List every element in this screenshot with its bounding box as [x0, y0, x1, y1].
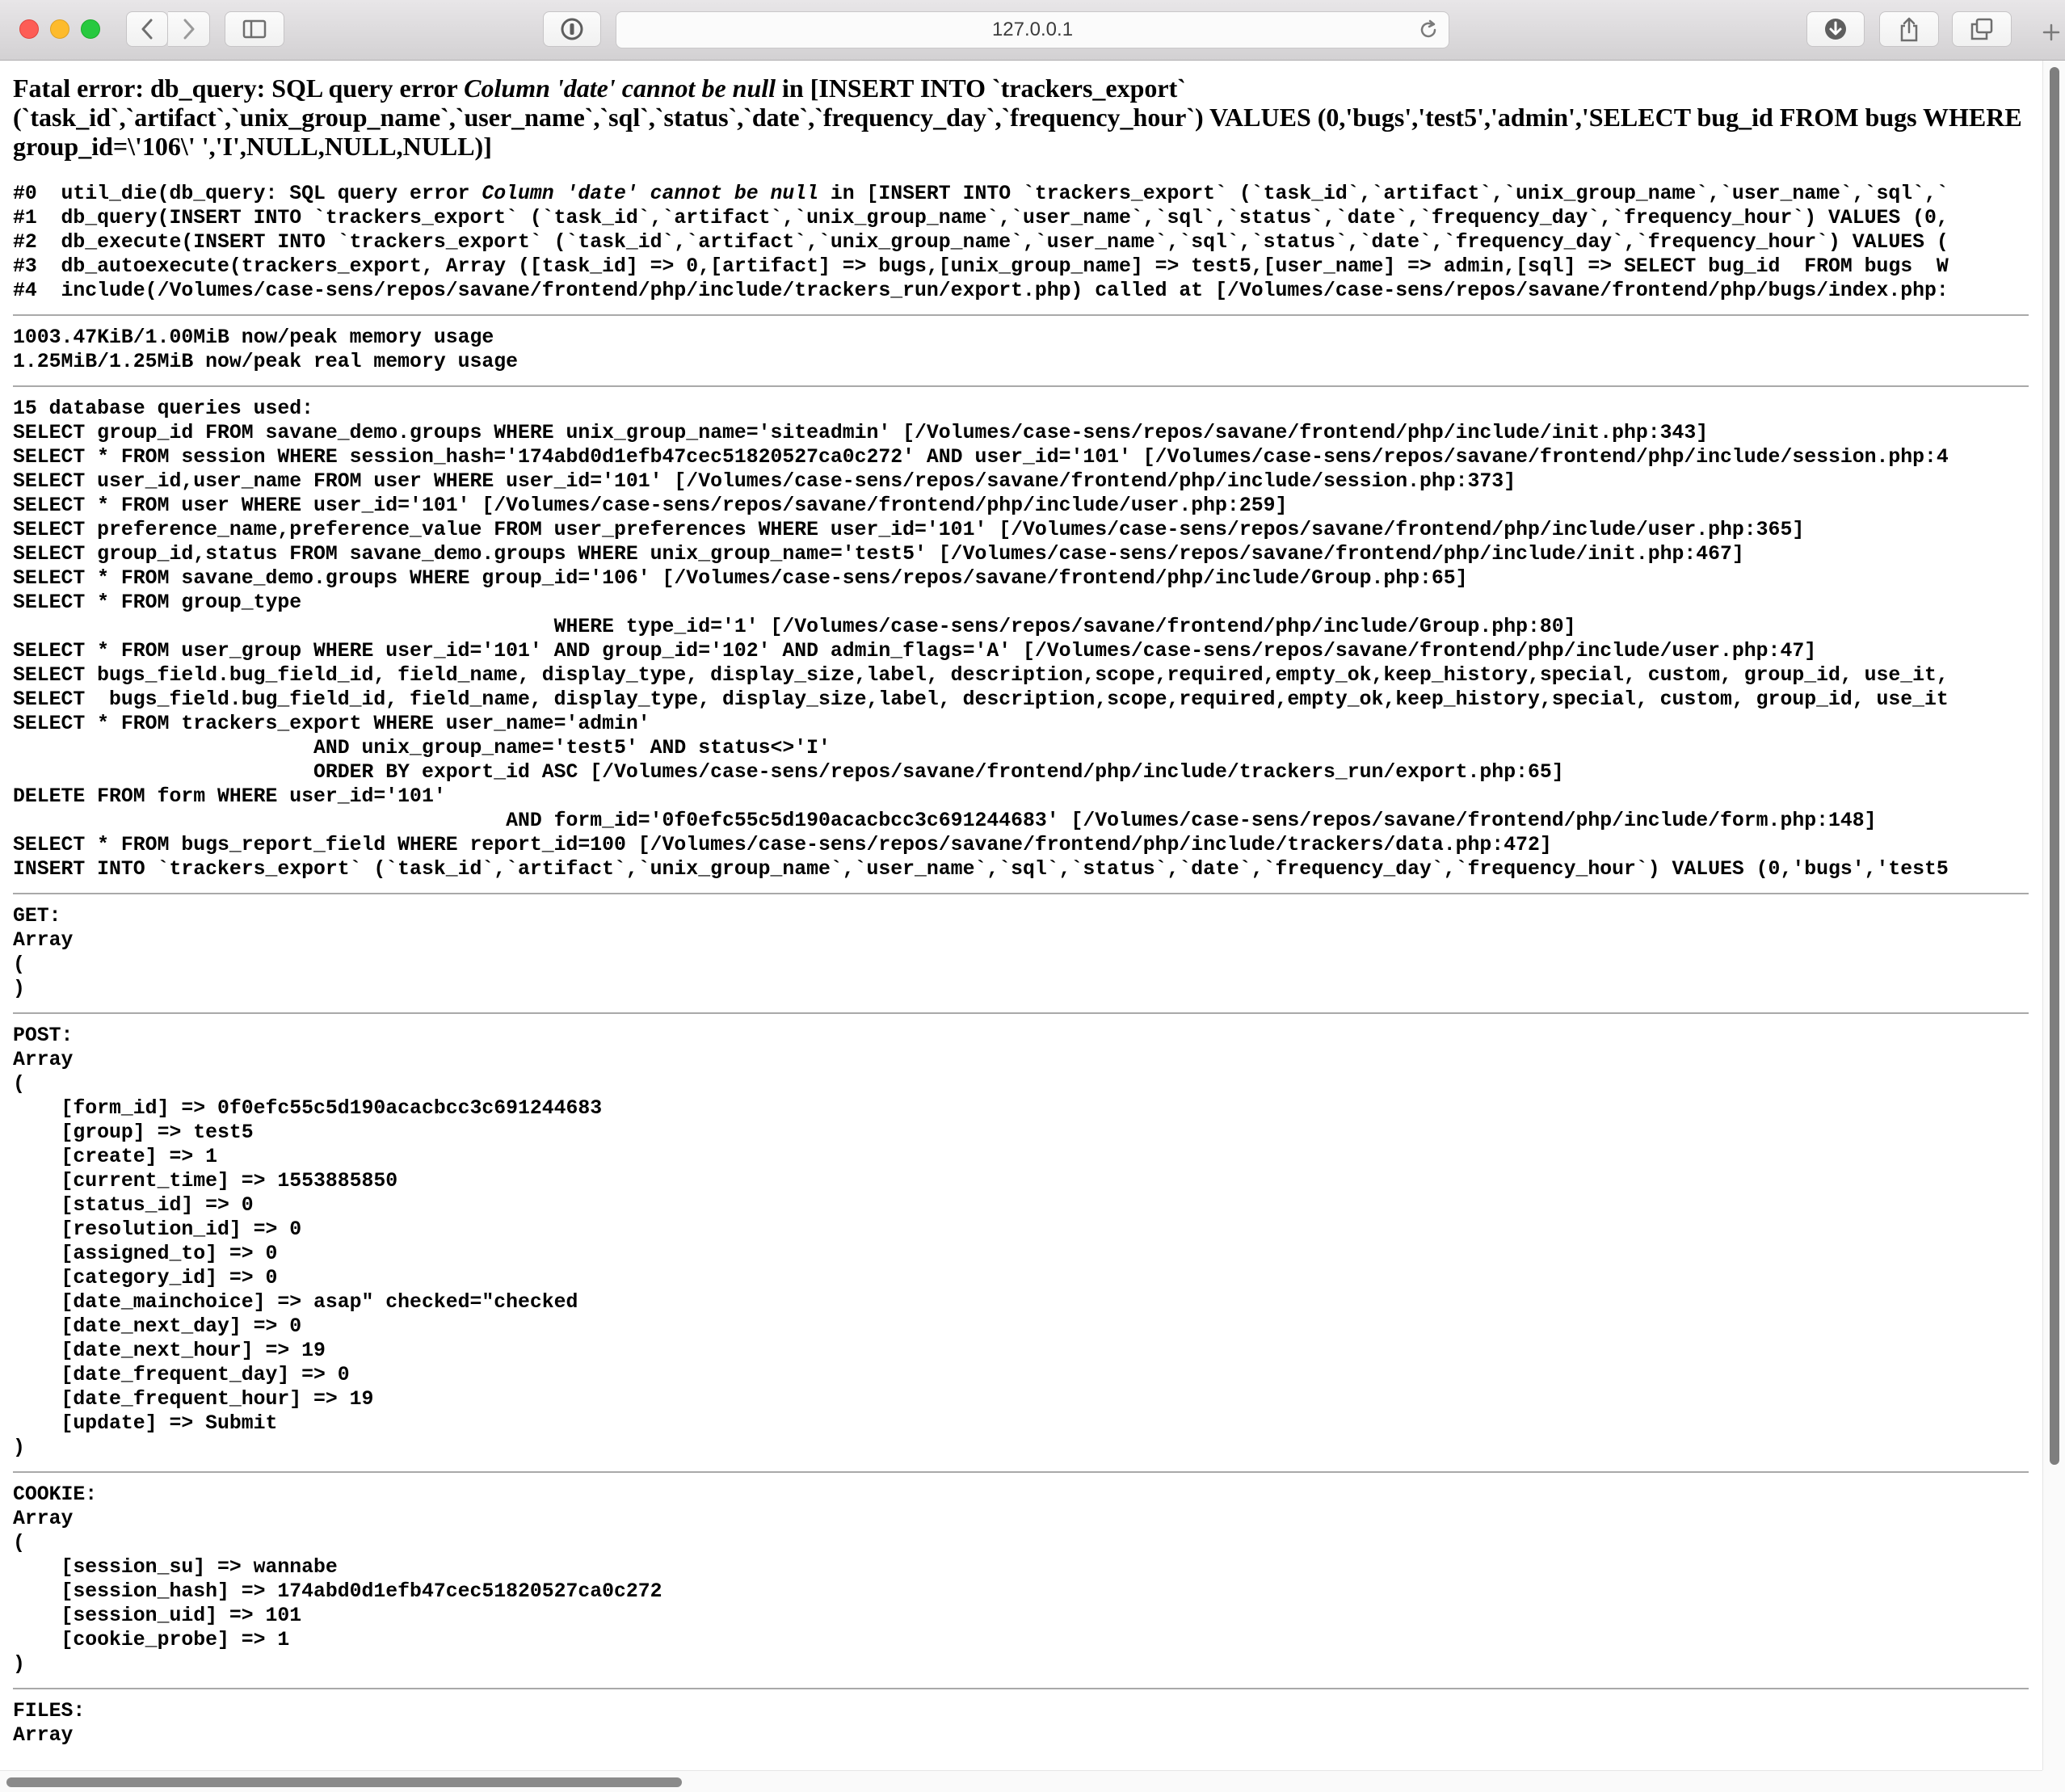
fatal-error-prefix: Fatal error: db_query: SQL query error — [13, 74, 465, 103]
page-content — [0, 61, 2042, 1770]
post-dump: POST: Array ( [form_id] => 0f0efc55c5d190acacbcc3c691244683 [group] => test5 [create] => 1 [current_time] => 1553885850 [status_id] => 0 [resolution_id] => 0 [assigned_to] => 0 [category_id] => 0 [date_mainchoice] => asap" checked="checked [date_next_day] => 0 [date_next_hour] => 19 [date_frequent_day] => 0 [date_frequent_hour] => 19 [update] => Submit ) — [13, 1024, 603, 1459]
share-button[interactable] — [1879, 11, 1939, 47]
download-icon — [1823, 17, 1848, 41]
fatal-error-detail: Column 'date' cannot be null — [464, 74, 776, 103]
password-extension-button[interactable] — [543, 11, 601, 47]
horizontal-scrollbar-thumb[interactable] — [6, 1777, 682, 1787]
share-icon — [1898, 16, 1920, 42]
fatal-error-message — [13, 74, 2029, 161]
forward-button[interactable] — [168, 11, 210, 47]
address-bar[interactable] — [616, 11, 1449, 48]
vertical-scrollbar[interactable] — [2042, 61, 2065, 1770]
divider — [13, 1012, 2029, 1014]
database-queries: 15 database queries used: SELECT group_id FROM savane_demo.groups WHERE unix_group_name='siteadmin' [/Volumes/case-sens/repos/savane/frontend/php/include/init.php:343] SELECT * FROM session WHERE session_hash='174abd0d1efb47cec51820527ca0c272' AND user_id='101' [/Volumes/case-sens/repos/savane/frontend/php/include/session.php:4 SELECT user_id,user_name FROM user WHERE user_id='101' [/Volumes/case-sens/repos/savane/frontend/php/include/session.php:373] SELECT * FROM user WHERE user_id='101' [/Volumes/case-sens/repos/savane/frontend/php/include/user.php:259] SELECT preference_name,preference_value FROM user_preferences WHERE user_id='101' [/Volumes/case-sens/repos/savane/frontend/php/include/user.php:365] SELECT group_id,status FROM savane_demo.groups WHERE unix_group_name='test5' [/Volumes/case-sens/repos/savane/frontend/php/include/init.php:467] SELECT * FROM savane_demo.groups WHERE group_id='106' [/Volumes/case-sens/repos/savane/frontend/php/include/Group.php:65] SELECT * FROM group_type WHERE type_id='1' [/Volumes/case-sens/repos/savane/frontend/php/include/Group.php:80] SELECT * FROM user_group WHERE user_id='101' AND group_id='102' AND admin_flags='A' [/Volumes/case-sens/repos/savane/frontend/php/include/user.php:47] SELECT bugs_field.bug_field_id, field_name, display_type, display_size,label, description,scope,required,empty_ok,keep_history,special, custom, group_id, use_it, SELECT bugs_field.bug_field_id, field_name, display_type, display_size,label, description,scope,required,empty_ok,keep_history,special, custom, group_id, use_it SELECT * FROM trackers_export WHERE user_name='admin' AND unix_group_name='test5' AND status<>'I' ORDER BY export_id ASC [/Volumes/case-sens/repos/savane/frontend/php/include/trackers_run/export.php:65] DELETE FROM form WHERE user_id='101' AND form_id='0f0efc55c5d190acacbcc3c691244683' [/Volumes/case-sens/repos/savane/frontend/php/include/form.php:148] SELECT * FROM bugs_report_field WHERE report_id=100 [/Volumes/case-sens/repos/savane/frontend/php/include/trackers/data.php:472] INSERT INTO `trackers_export` (`task_id`,`artifact`,`unix_group_name`,`user_name`,`sql`,`status`,`date`,`frequency_day`,`frequency_hour`) VALUES (0,'bugs','test5 — [13, 398, 1949, 881]
scrollbar-corner — [2042, 1770, 2065, 1792]
divider — [13, 893, 2029, 894]
new-tab-button[interactable] — [2038, 16, 2065, 52]
stack-trace — [13, 182, 2029, 303]
divider — [13, 1688, 2029, 1689]
divider — [13, 385, 2029, 387]
fatal-error-query: in [INSERT INTO `trackers_export` (`task_id`,`artifact`,`unix_group_name`,`user_name`,`sql`,`status`,`date`,`frequency_day`,`frequency_hour`) VALUES (0,'bugs','test5','admin','SELECT bug_id FROM bugs WHERE group_id=\'106\' ','I',NULL,NULL,NULL)] — [13, 74, 2022, 161]
chevron-left-icon — [141, 19, 154, 40]
zoom-window-button[interactable] — [81, 19, 100, 39]
get-dump: GET: Array ( ) — [13, 905, 74, 1000]
back-button[interactable] — [126, 11, 168, 47]
reload-icon[interactable] — [1418, 19, 1439, 44]
files-dump: FILES: Array — [13, 1700, 86, 1747]
cookie-dump: COOKIE: Array ( [session_su] => wannabe [session_hash] => 174abd0d1efb47cec51820527ca0c272 [session_uid] => 101 [cookie_probe] => 1 ) — [13, 1483, 662, 1676]
tabs-overview-button[interactable] — [1952, 11, 2012, 47]
divider — [13, 1471, 2029, 1473]
sidebar-button[interactable] — [225, 11, 284, 47]
memory-usage: 1003.47KiB/1.00MiB now/peak memory usage 1.25MiB/1.25MiB now/peak real memory usage — [13, 326, 518, 373]
tabs-icon — [1970, 18, 1994, 40]
vertical-scrollbar-thumb[interactable] — [2050, 67, 2059, 1465]
downloads-button[interactable] — [1806, 11, 1865, 47]
stack-trace-line-0-rest: in [INSERT INTO `trackers_export` (`task_id`,`artifact`,`unix_group_name`,`user_name`,`sql`,` — [818, 183, 1949, 205]
divider — [13, 314, 2029, 316]
plus-icon — [2042, 23, 2060, 45]
close-window-button[interactable] — [19, 19, 39, 39]
browser-toolbar — [0, 0, 2065, 61]
sidebar-icon — [242, 19, 267, 39]
password-icon — [560, 17, 584, 41]
chevron-right-icon — [183, 19, 196, 40]
horizontal-scrollbar[interactable] — [0, 1770, 2042, 1792]
stack-trace-line-0-error: Column 'date' cannot be null — [482, 183, 818, 205]
url-text: 127.0.0.1 — [991, 19, 1074, 40]
stack-trace-line-0: #0 util_die(db_query: SQL query error — [13, 183, 482, 205]
stack-trace-lines: #1 db_query(INSERT INTO `trackers_export` (`task_id`,`artifact`,`unix_group_name`,`user_name`,`sql`,`status`,`date`,`frequency_day`,`frequency_hour`) VALUES (0, #2 db_execute(INSERT INTO `trackers_export` (`task_id`,`artifact`,`unix_group_name`,`user_name`,`sql`,`status`,`date`,`frequency_day`,`frequency_hour`) VALUES ( #3 db_autoexecute(trackers_export, Array ([task_id] => 0,[artifact] => bugs,[unix_group_name] => test5,[user_name] => admin,[sql] => SELECT bug_id FROM bugs W #4 include(/Volumes/case-sens/repos/savane/frontend/php/include/trackers_run/export.php) called at [/Volumes/case-sens/repos/savane/frontend/php/bugs/index.php: — [13, 207, 1949, 302]
minimize-window-button[interactable] — [50, 19, 69, 39]
